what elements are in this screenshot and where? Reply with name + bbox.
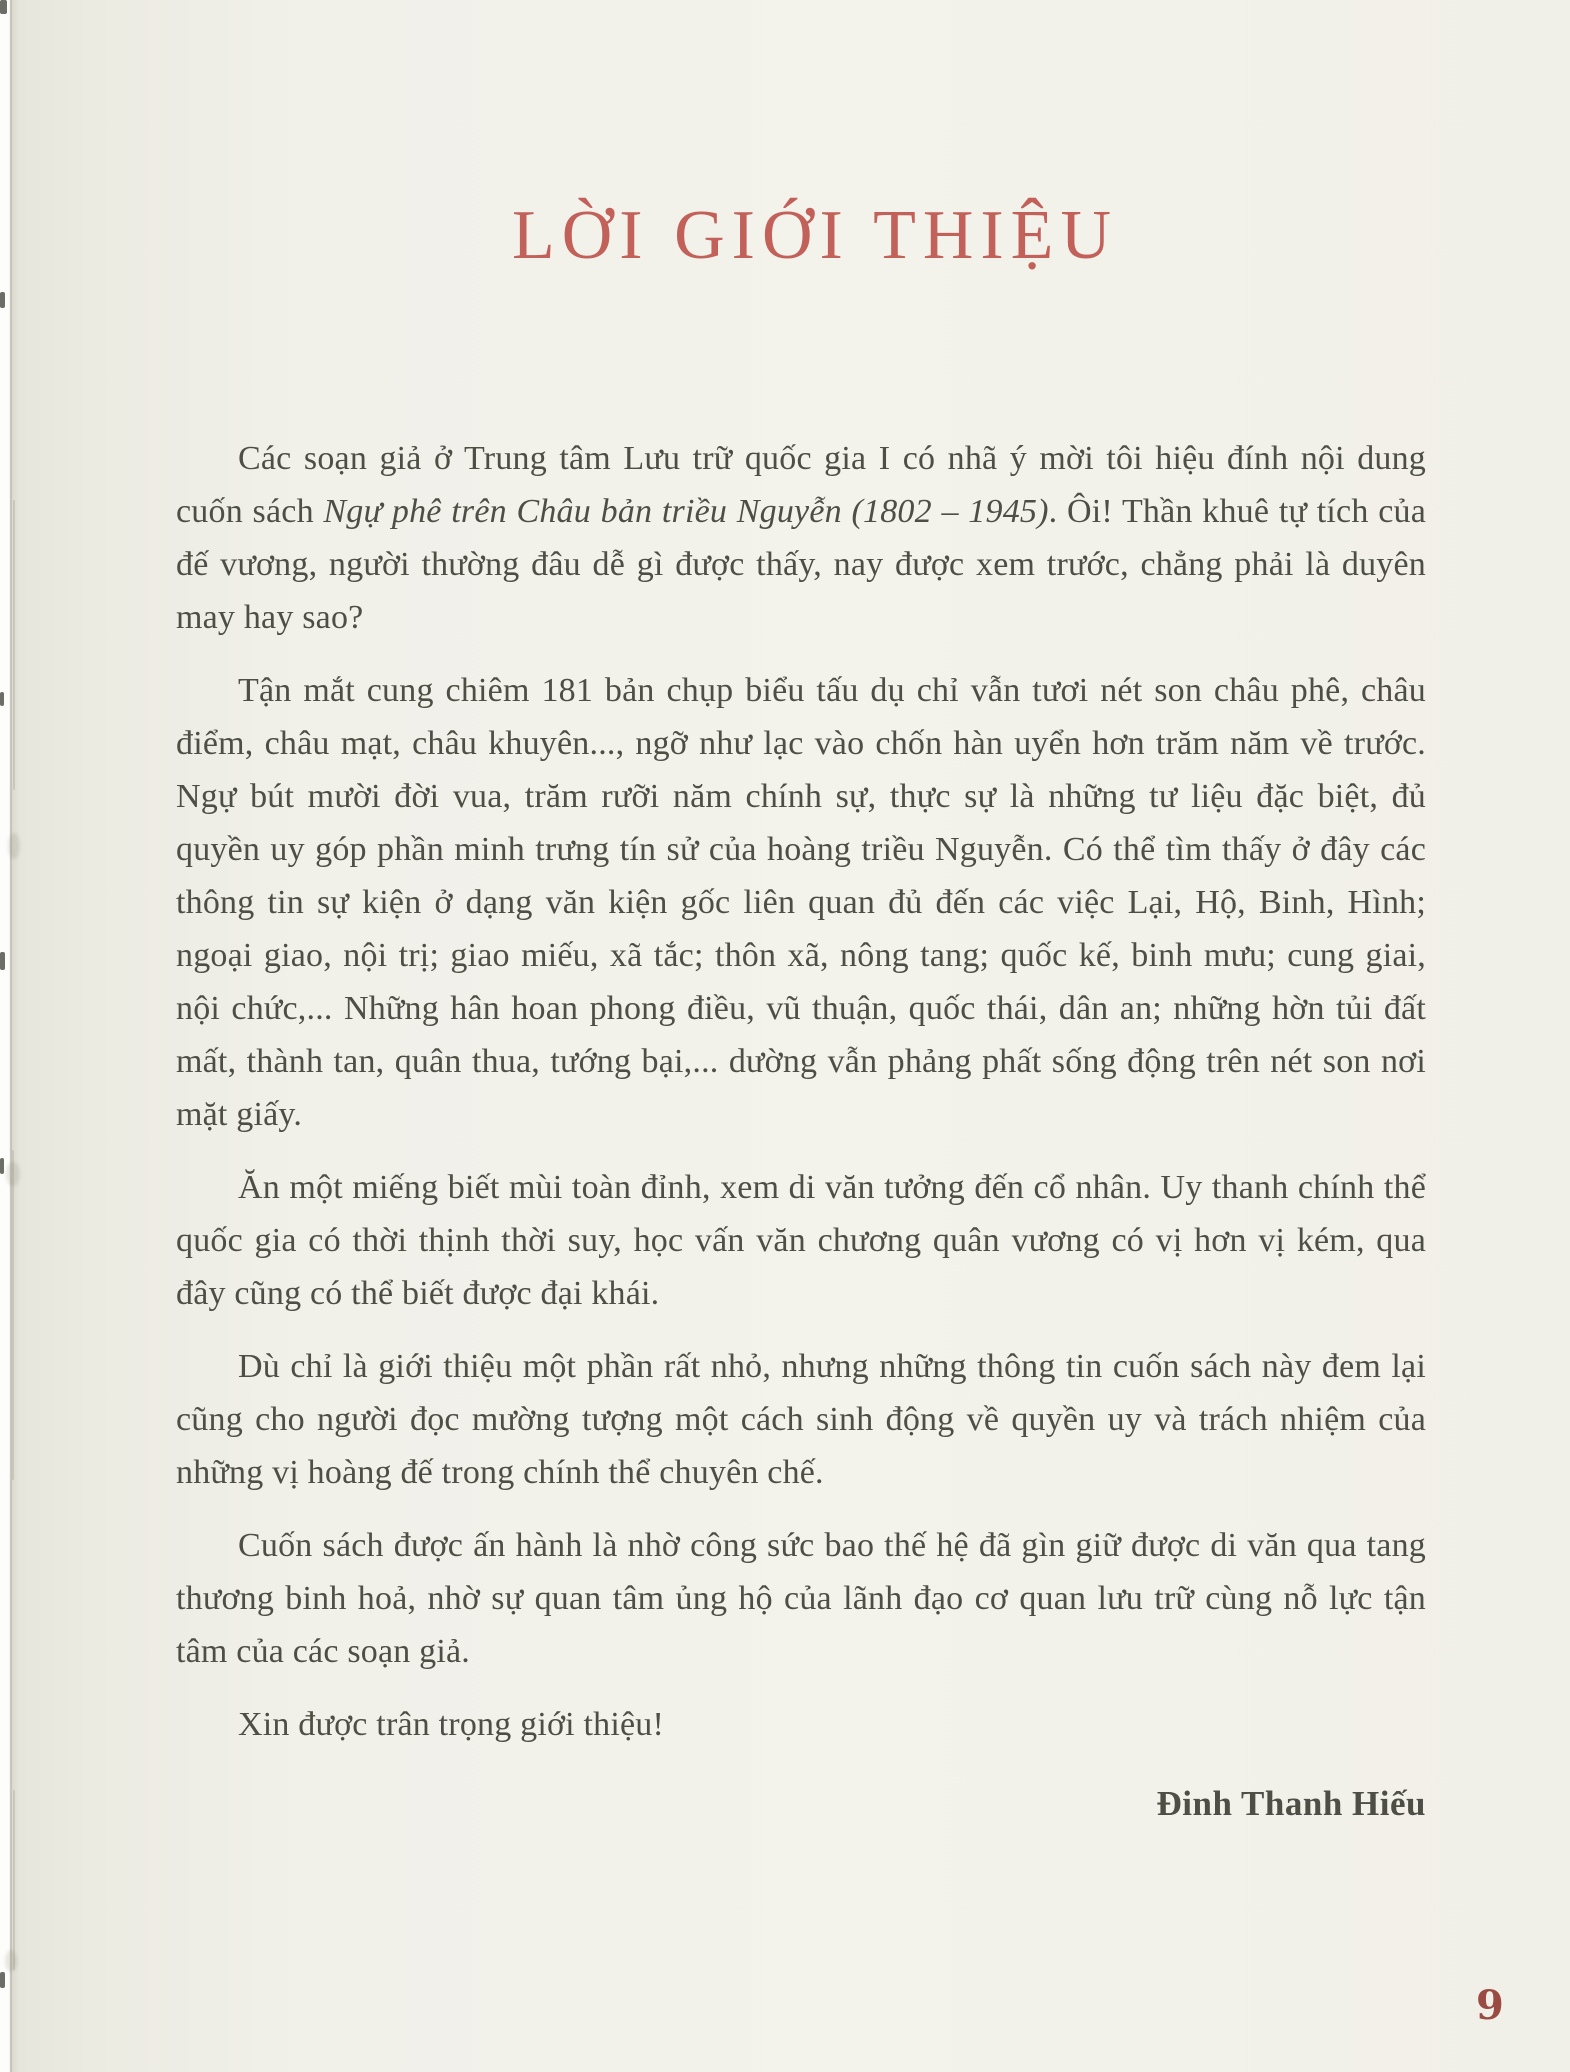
closing-line: Xin được trân trọng giới thiệu! (238, 1706, 665, 1743)
page-number: 9 (1476, 1982, 1504, 2029)
book-title-italic: Ngự phê trên Châu bản triều Nguyễn (1802 – 1945) (323, 493, 1049, 530)
scan-artifact (0, 1972, 5, 1988)
paragraph-2: Tận mắt cung chiêm 181 bản chụp biểu tấu dụ chỉ vẫn tươi nét son châu phê, châu điểm, châu mạt, châu khuyên..., ngỡ như lạc vào chốn hàn uyển hơn trăm năm về trước. Ngự bút mười đời vua, trăm rưỡi năm chính sự, thực sự là những tư liệu đặc biệt, đủ quyền uy góp phần minh trưng tín sử của hoàng triều Nguyễn. Có thể tìm thấy ở đây các thông tin sự kiện ở dạng văn kiện gốc liên quan đủ đến các việc Lại, Hộ, Binh, Hình; ngoại giao, nội trị; giao miếu, xã tắc; thôn xã, nông tang; quốc kế, binh mưu; cung giai, nội chức,... Những hân hoan phong điều, vũ thuận, quốc thái, dân an; những hờn tủi đất mất, thành tan, quân thua, tướng bại,... dường vẫn phảng phất sống động trên nét son nơi mặt giấy. (176, 672, 1426, 1133)
paragraph-1-tail: . Ôi! Thần khuê tự tích của đế vương, người thường đâu dễ gì được thấy, nay được xem trước, chẳng phải là duyên may hay sao? (176, 493, 1426, 636)
scan-artifact (0, 952, 5, 970)
scan-artifact (12, 1150, 14, 1480)
body-text (176, 432, 1426, 1830)
paragraph-1 (176, 432, 1426, 644)
scan-artifact (13, 1790, 15, 1970)
signature: Đinh Thanh Hiếu (1156, 1784, 1426, 1823)
paragraph-3: Ăn một miếng biết mùi toàn đỉnh, xem di văn tưởng đến cổ nhân. Uy thanh chính thể quốc gia có thời thịnh thời suy, học vấn văn chương quân vương có vị hơn vị kém, qua đây cũng có thể biết được đại khái. (176, 1169, 1426, 1312)
scan-artifact (0, 1158, 4, 1174)
page-title: LỜI GIỚI THIỆU (511, 197, 1118, 274)
scan-artifact (0, 692, 4, 706)
scan-artifact (0, 292, 5, 308)
paragraph-1-lead: Các soạn giả ở Trung tâm Lưu trữ quốc gia I có nhã ý mời tôi hiệu đính nội dung cuốn sách (176, 440, 1426, 530)
scan-artifact (0, 0, 7, 14)
scan-artifact (8, 833, 20, 859)
paragraph-5: Cuốn sách được ấn hành là nhờ công sức bao thế hệ đã gìn giữ được di văn qua tang thương binh hoả, nhờ sự quan tâm ủng hộ của lãnh đạo cơ quan lưu trữ cùng nỗ lực tận tâm của các soạn giả. (176, 1527, 1426, 1670)
scan-artifact (13, 500, 15, 790)
scan-artifact (5, 1950, 17, 1972)
paragraph-4: Dù chỉ là giới thiệu một phần rất nhỏ, nhưng những thông tin cuốn sách này đem lại cũng cho người đọc mường tượng một cách sinh động về quyền uy và trách nhiệm của những vị hoàng đế trong chính thể chuyên chế. (176, 1348, 1426, 1491)
binding-seam (10, 0, 12, 2072)
scan-artifact (6, 1162, 20, 1186)
